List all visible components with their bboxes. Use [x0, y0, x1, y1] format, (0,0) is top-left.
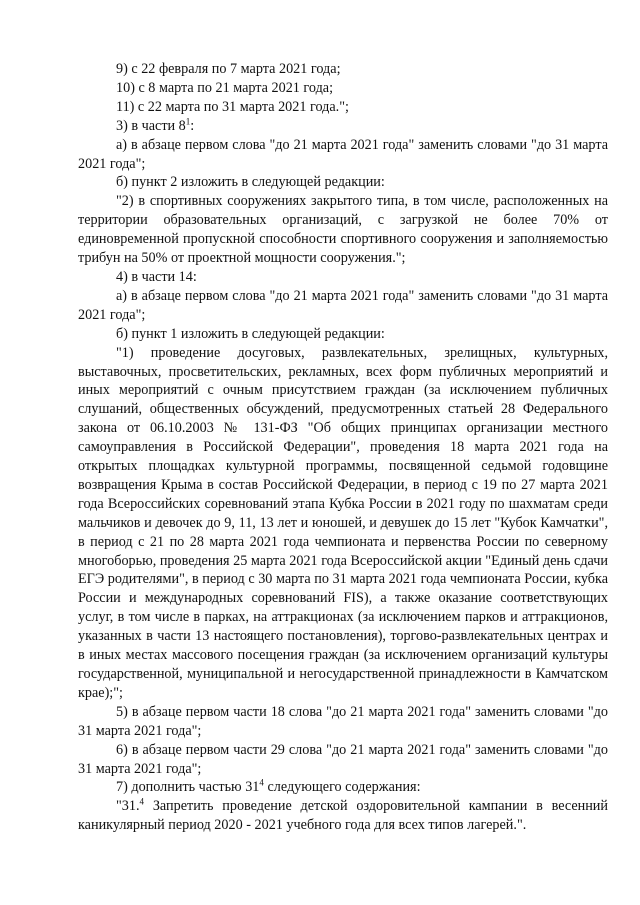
superscript: 4 [139, 796, 145, 807]
superscript: 4 [259, 777, 264, 788]
paragraph: "2) в спортивных сооружениях закрытого типа, в том числе, расположенных на территории образовательных организаций, с загрузкой не более 70% от единовременной пропускной способности спортивного сооружения и заполняемостью трибун на 50% от проектной мощности сооружения."; [78, 193, 608, 267]
paragraph-text: 3) в части 8 [116, 117, 186, 134]
paragraph: 4) в части 14: [116, 268, 197, 285]
paragraph [78, 778, 608, 797]
paragraph-text: следующего содержания: [263, 779, 421, 796]
paragraph-text: Запретить проведение детской оздоровительной кампании в весенний каникулярный период 2020 - 2021 учебного года для всех типов лагерей.". [78, 798, 608, 834]
paragraph [78, 117, 608, 136]
paragraph: б) пункт 1 изложить в следующей редакции: [116, 325, 385, 342]
document-page [78, 60, 608, 835]
paragraph: а) в абзаце первом слова "до 21 марта 2021 года" заменить словами "до 31 марта 2021 года"; [78, 136, 608, 172]
paragraph-text: : [190, 117, 195, 134]
paragraph: 6) в абзаце первом части 29 слова "до 21 марта 2021 года" заменить словами "до 31 марта 2021 года"; [78, 741, 608, 777]
paragraph [78, 797, 608, 835]
paragraph: б) пункт 2 изложить в следующей редакции: [116, 174, 385, 191]
paragraph: "1) проведение досуговых, развлекательных, зрелищных, культурных, выставочных, просветительских, рекламных, всех форм публичных мероприятий и иных мероприятий с очным присутствием граждан (за исключением публичных слушаний, общественных обсуждений, предусмотренных статьей 28 Федерального закона от 06.10.2003 № 131-ФЗ "Об общих принципах организации местного самоуправления в Российской Федерации", проведения 18 марта 2021 года на открытых площадках культурной программы, посвященной седьмой годовщине возвращения Крыма в состав Российской Федерации, в период с 19 по 27 марта 2021 года Всероссийских соревнований этапа Кубка России в 2021 году по шахматам среди мальчиков и девочек до 9, 11, 13 лет и юношей, и девушек до 15 лет "Кубок Камчатки", в период с 21 по 28 марта 2021 года чемпионата и первенства России по северному многоборью, проведения 25 марта 2021 года Всероссийской акции "Единый день сдачи ЕГЭ родителями", в период с 30 марта по 31 марта 2021 года чемпионата России, кубка России и международных соревнований FIS), а также оказание соответствующих услуг, в том числе в парках, на аттракционах (за исключением парков и аттракционов, указанных в части 13 настоящего постановления), торгово-развлекательных центрах и в иных местах массового посещения граждан (за исключением организаций культуры государственной, муниципальной и негосударственной принадлежности в Камчатском крае);"; [78, 344, 608, 701]
paragraph: 9) с 22 февраля по 7 марта 2021 года; [116, 61, 341, 77]
paragraph: 11) с 22 марта по 31 марта 2021 года."; [116, 98, 349, 115]
paragraph: 5) в абзаце первом части 18 слова "до 21 марта 2021 года" заменить словами "до 31 марта 2021 года"; [78, 703, 608, 739]
paragraph: 10) с 8 марта по 21 марта 2021 года; [116, 79, 334, 96]
paragraph-text: 7) дополнить частью 31 [116, 779, 260, 796]
superscript: 1 [185, 115, 191, 126]
paragraph-text: "31. [116, 798, 140, 815]
paragraph: а) в абзаце первом слова "до 21 марта 2021 года" заменить словами "до 31 марта 2021 года"; [78, 287, 608, 323]
